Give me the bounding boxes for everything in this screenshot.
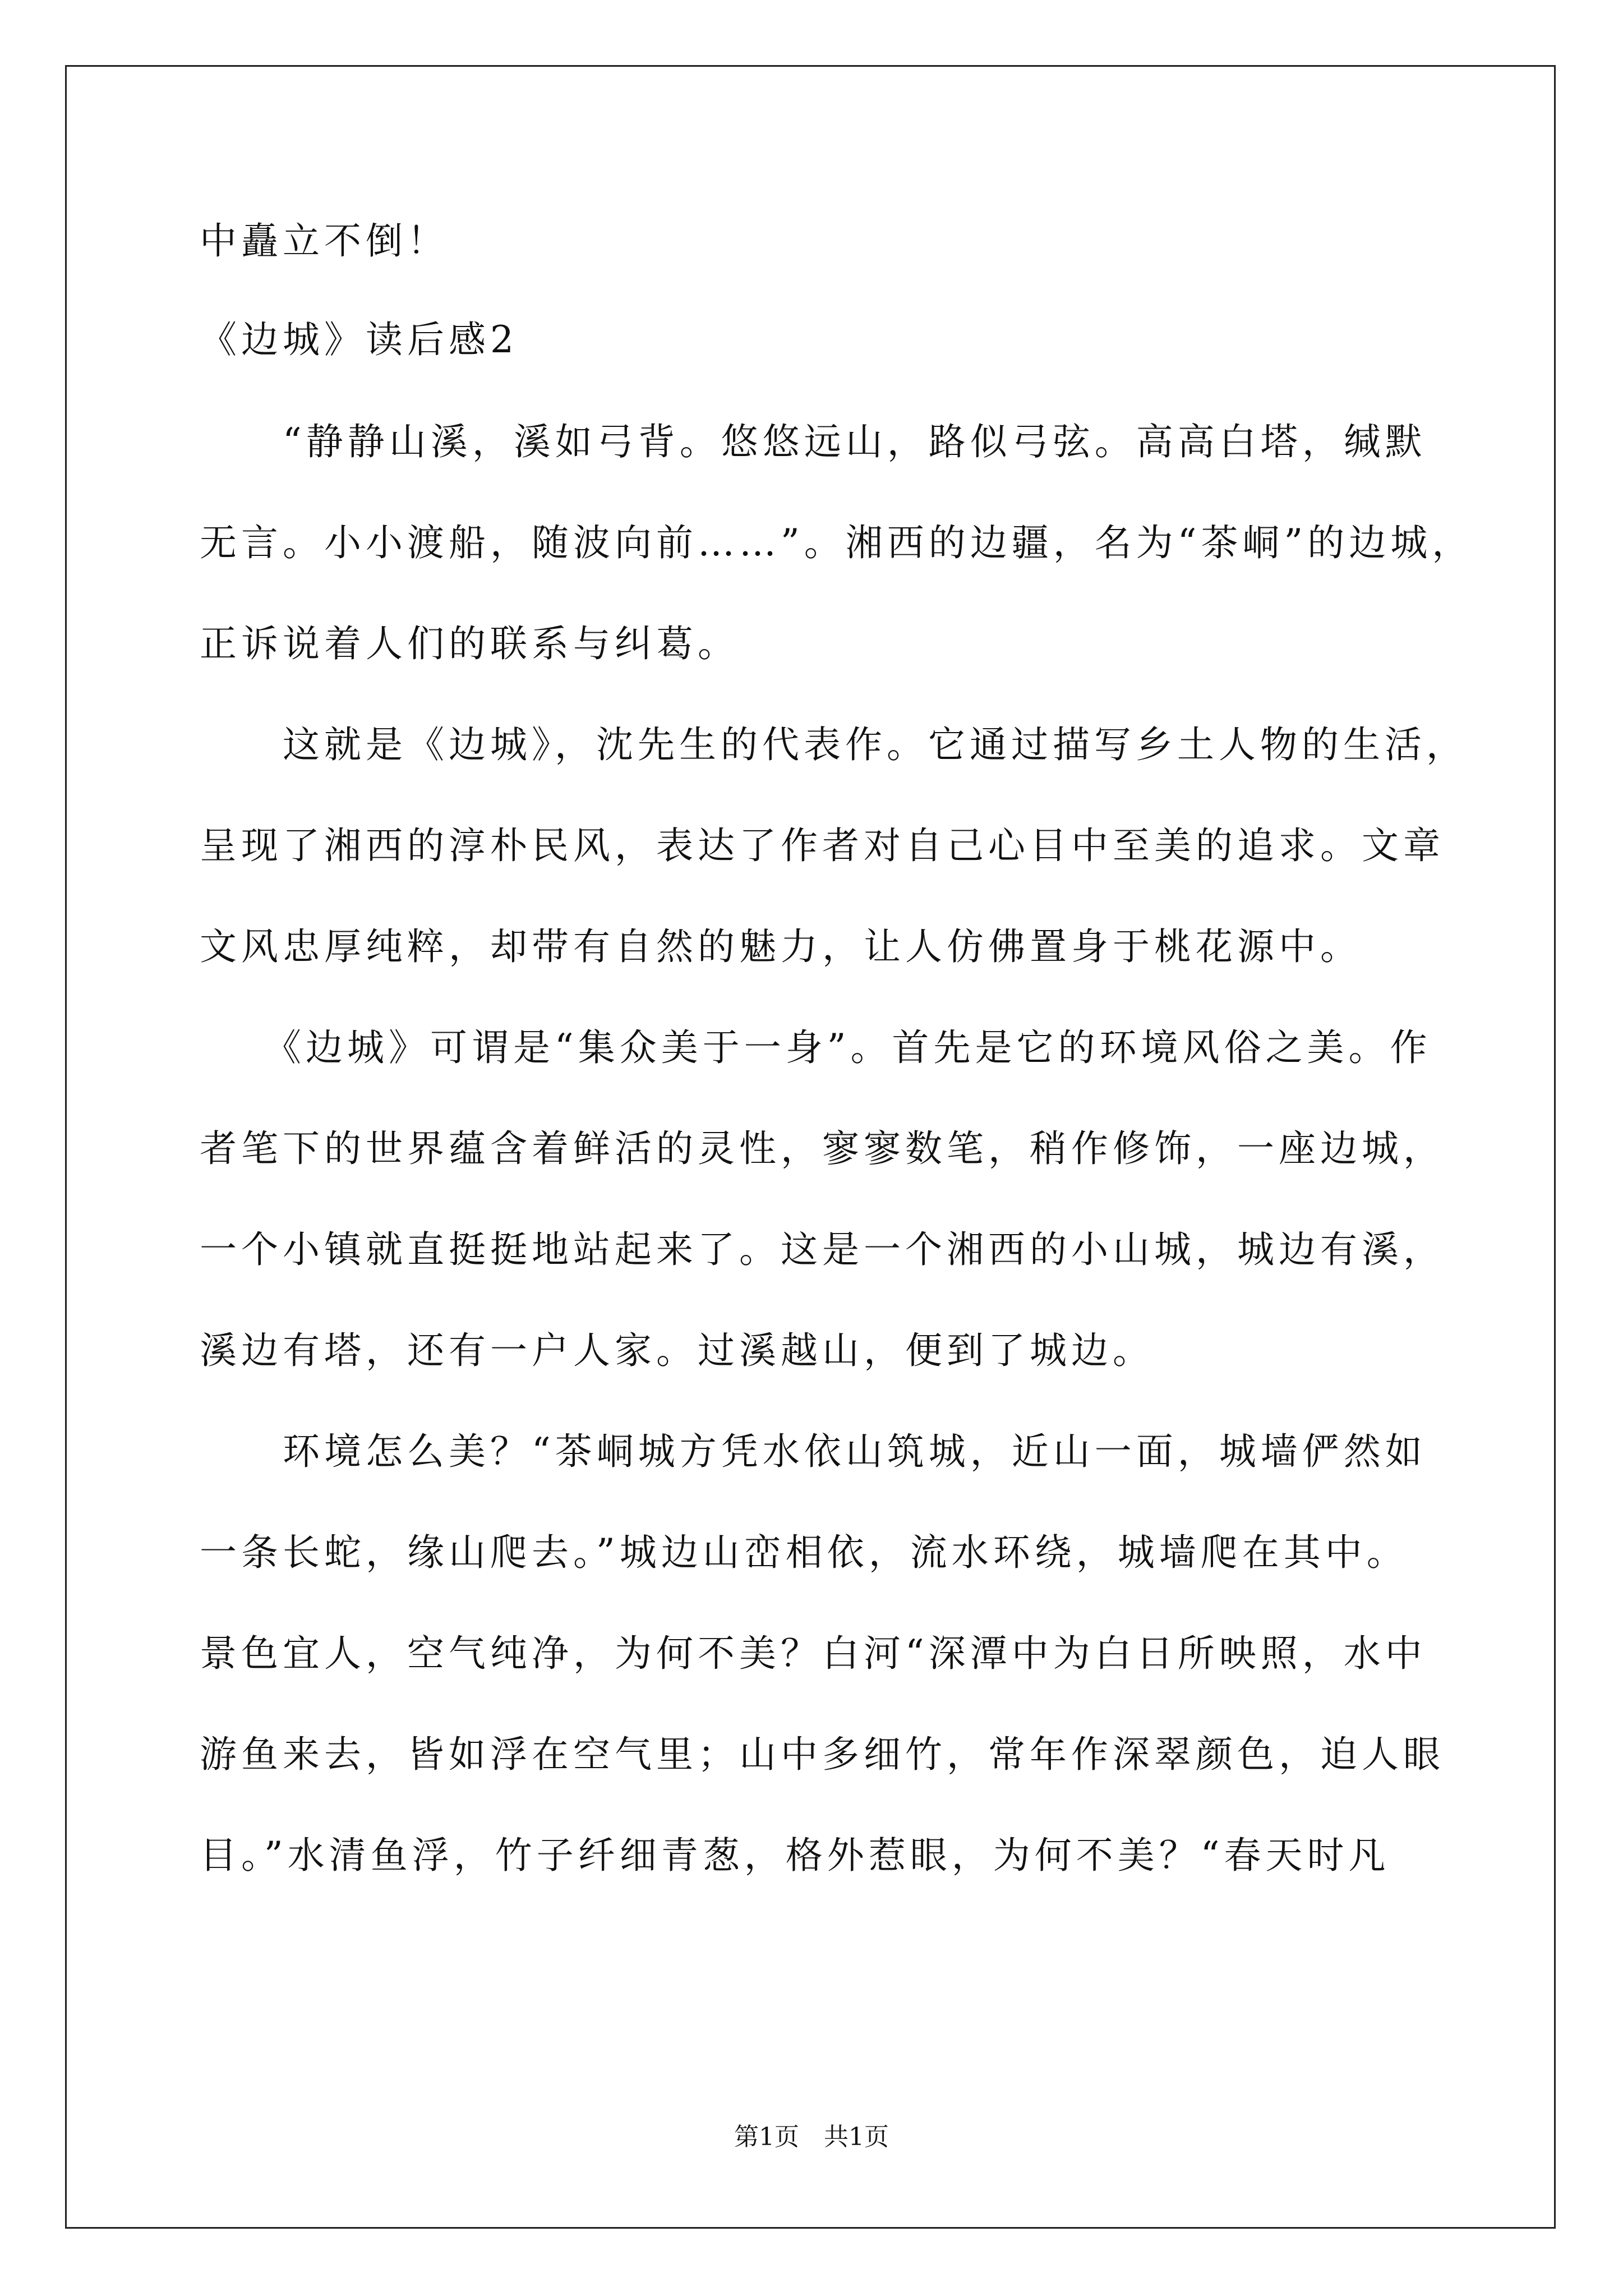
text-line: 正诉说着人们的联系与纠葛。 xyxy=(200,622,739,665)
text-line: 景色宜人，空气纯净，为何不美？白河“深潭中为白日所映照，水中 xyxy=(200,1632,1427,1675)
text-line: 目。”水清鱼浮，竹子纤细青葱，格外惹眼，为何不美？“春天时凡 xyxy=(200,1834,1390,1877)
text-line: “静静山溪，溪如弓背。悠悠远山，路似弓弦。高高白塔，缄默 xyxy=(200,420,1427,463)
text-line: 文风忠厚纯粹，却带有自然的魅力，让人仿佛置身于桃花源中。 xyxy=(200,925,1362,968)
page-number-footer: 第1页 共1页 xyxy=(734,2123,889,2151)
text-line: 中矗立不倒！ xyxy=(200,219,449,263)
text-line: 这就是《边城》，沈先生的代表作。它通过描写乡土人物的生活， xyxy=(200,723,1468,766)
text-line: 者笔下的世界蕴含着鲜活的灵性，寥寥数笔，稍作修饰，一座边城， xyxy=(200,1127,1445,1170)
text-line: 游鱼来去，皆如浮在空气里；山中多细竹，常年作深翠颜色，迫人眼 xyxy=(200,1733,1445,1776)
text-line: 《边城》可谓是“集众美于一身”。首先是它的环境风俗之美。作 xyxy=(200,1026,1432,1069)
section-heading: 《边城》读后感2 xyxy=(200,318,518,361)
text-line: 呈现了湘西的淳朴民风，表达了作者对自己心目中至美的追求。文章 xyxy=(200,824,1445,867)
text-line: 一条长蛇，缘山爬去。”城边山峦相依，流水环绕，城墙爬在其中。 xyxy=(200,1531,1408,1574)
text-line: 环境怎么美？“茶峒城方凭水依山筑城，近山一面，城墙俨然如 xyxy=(200,1430,1427,1473)
text-line: 无言。小小渡船，随波向前……”。湘西的边疆，名为“茶峒”的边城， xyxy=(200,521,1474,564)
text-line: 溪边有塔，还有一户人家。过溪越山，便到了城边。 xyxy=(200,1329,1154,1372)
text-line: 一个小镇就直挺挺地站起来了。这是一个湘西的小山城，城边有溪， xyxy=(200,1228,1445,1271)
